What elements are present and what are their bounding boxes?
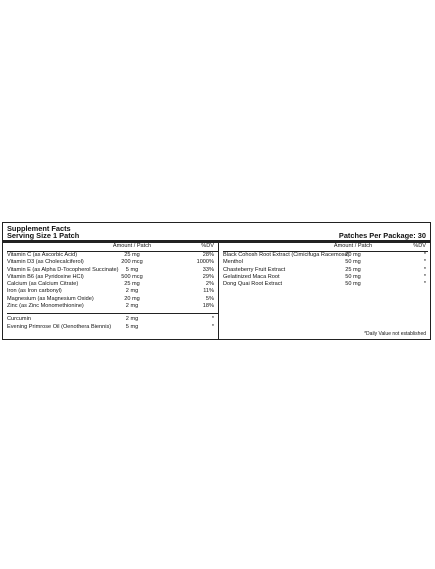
nutrient-dv: * — [211, 323, 214, 330]
nutrient-row — [7, 274, 219, 281]
nutrient-row — [223, 281, 428, 288]
nutrient-amount: 25 mg — [124, 281, 140, 288]
nutrient-row — [7, 281, 219, 288]
nutrient-name: Menthol — [223, 259, 243, 266]
nutrient-name: Chasteberry Fruit Extract — [223, 266, 286, 273]
nutrient-name: Dong Quai Root Extract — [223, 281, 283, 288]
nutrient-dv: 33% — [202, 266, 214, 273]
nutrient-name: Zinc (as Zinc Monomethionine) — [7, 303, 84, 310]
nutrient-row — [7, 324, 219, 331]
left-amount-header: Amount / Patch — [112, 243, 152, 249]
nutrient-dv: * — [423, 281, 426, 288]
nutrient-amount: 25 mg — [124, 252, 140, 258]
panel-title: Supplement Facts — [7, 224, 71, 233]
nutrient-dv: * — [423, 252, 426, 258]
nutrient-amount: 50 mg — [345, 281, 361, 288]
nutrient-dv: 5% — [205, 295, 214, 302]
nutrient-dv: 18% — [202, 303, 214, 310]
nutrient-name: Calcium (as Calcium Citrate) — [7, 281, 79, 288]
nutrient-row — [7, 259, 219, 266]
nutrient-amount: 5 mg — [125, 266, 139, 273]
nutrient-dv: 29% — [202, 273, 214, 280]
nutrient-amount: 200 mcg — [121, 259, 143, 266]
nutrient-amount: 25 mg — [345, 266, 361, 273]
nutrient-dv: 1000% — [196, 259, 214, 266]
nutrient-dv: 28% — [202, 252, 214, 258]
nutrient-row — [7, 267, 219, 274]
nutrient-amount: 50 mg — [345, 259, 361, 266]
nutrient-dv: * — [423, 266, 426, 273]
right-nutrient-column — [223, 243, 428, 288]
nutrient-dv: * — [423, 259, 426, 266]
nutrient-row — [7, 296, 219, 303]
nutrient-amount: 2 mg — [125, 288, 139, 295]
right-amount-header: Amount / Patch — [333, 243, 373, 249]
nutrient-row — [7, 252, 219, 259]
left-dv-header: %DV — [201, 243, 214, 249]
nutrient-dv: * — [423, 273, 426, 280]
nutrient-amount: 20 mg — [345, 252, 361, 258]
nutrient-name: Black Cohosh Root Extract (Cimicifuga Racemose) — [223, 252, 350, 258]
nutrient-name: Iron (as Iron carbonyl) — [7, 288, 62, 295]
nutrient-row — [223, 267, 428, 274]
left-column-header — [7, 243, 219, 252]
nutrient-name: Magnesium (as Magnesium Oxide) — [7, 295, 94, 302]
nutrient-name: Curcumin — [7, 316, 31, 323]
left-nutrient-column — [7, 243, 219, 331]
nutrient-amount: 5 mg — [125, 323, 139, 330]
nutrient-dv: 11% — [203, 288, 214, 295]
nutrient-name: Evening Primrose Oil (Oenothera Biennis) — [7, 323, 112, 330]
patches-per-package: Patches Per Package: 30 — [338, 231, 426, 240]
nutrient-name: Vitamin B6 (as Pyridoxine HCl) — [7, 273, 84, 280]
nutrient-amount: 2 mg — [125, 316, 139, 323]
nutrient-dv: 2% — [205, 281, 214, 288]
nutrient-amount: 50 mg — [345, 273, 361, 280]
serving-size: Serving Size 1 Patch — [7, 231, 80, 240]
nutrient-name: Vitamin C (as Ascorbic Acid) — [7, 252, 78, 258]
nutrient-name: Vitamin D3 (as Cholecalciferol) — [7, 259, 84, 266]
nutrient-name: Vitamin E (as Alpha D-Tocopherol Succinate) — [7, 266, 119, 273]
nutrient-amount: 2 mg — [125, 303, 139, 310]
right-column-header — [223, 243, 428, 252]
nutrient-amount: 20 mg — [124, 295, 140, 302]
supplement-facts-panel — [2, 222, 431, 340]
nutrient-dv: * — [211, 316, 214, 323]
nutrient-row — [223, 274, 428, 281]
nutrient-row — [7, 316, 219, 323]
left-section-rule — [7, 313, 219, 314]
nutrient-name: Gelatinized Maca Root — [223, 273, 280, 280]
daily-value-footnote: *Daily Value not established — [364, 331, 426, 337]
nutrient-row — [223, 259, 428, 266]
nutrient-row — [7, 303, 219, 310]
nutrient-amount: 500 mcg — [121, 273, 143, 280]
nutrient-row — [223, 252, 428, 259]
right-dv-header: %DV — [413, 243, 426, 249]
nutrient-row — [7, 288, 219, 295]
